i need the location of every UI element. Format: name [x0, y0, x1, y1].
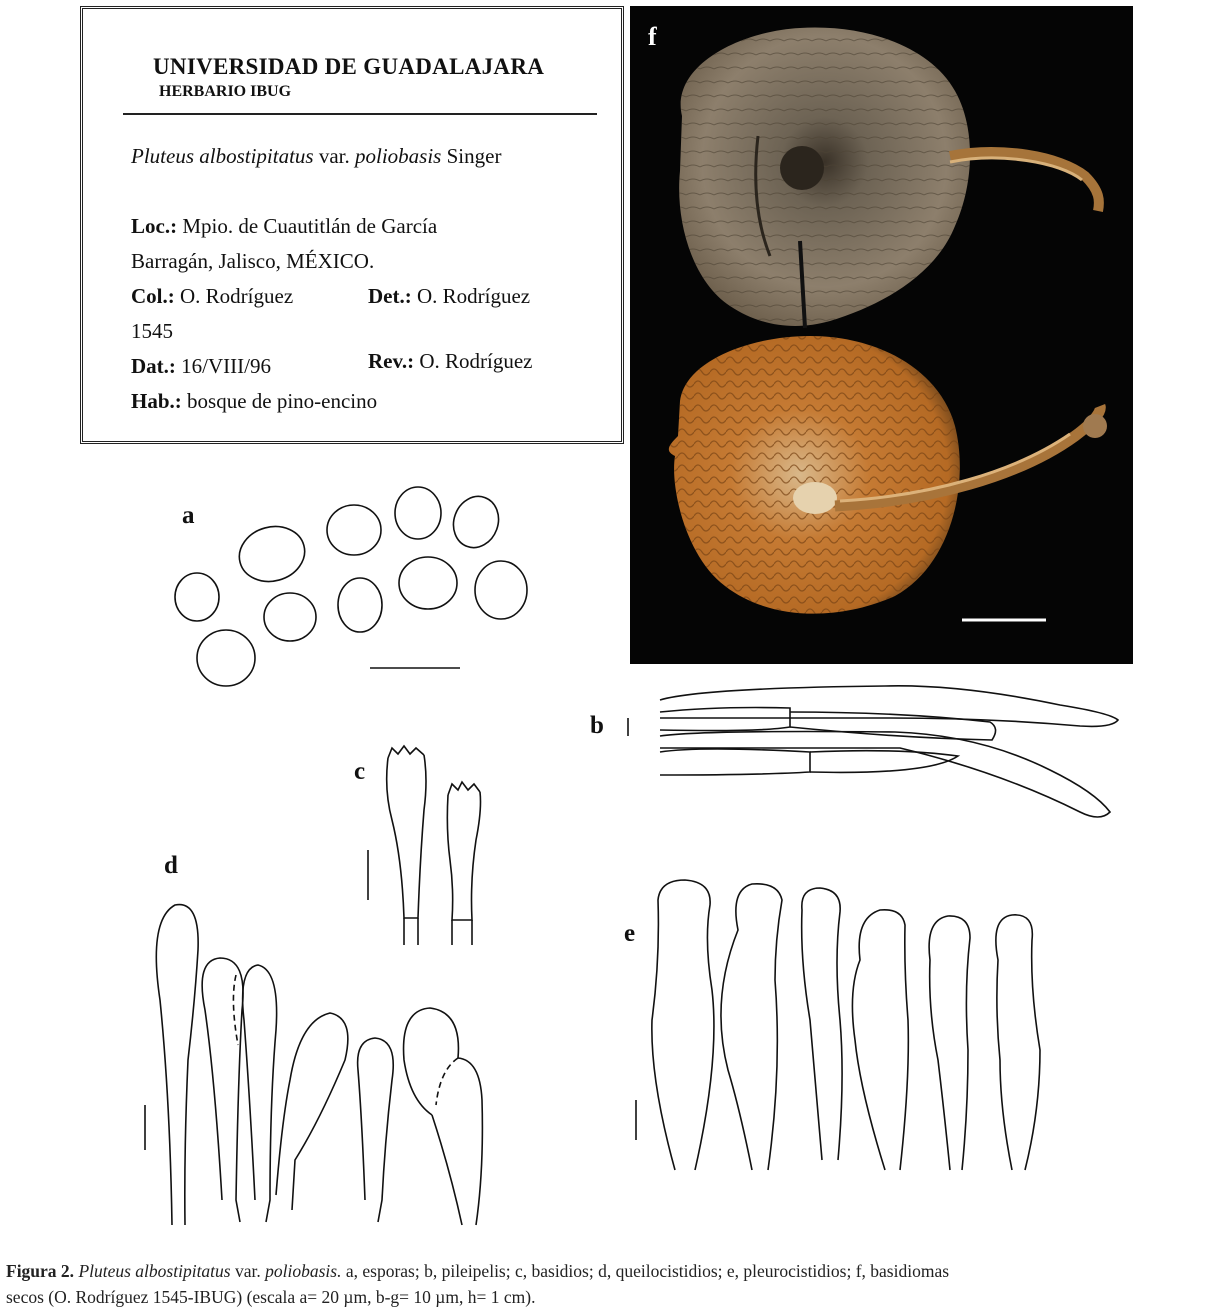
caption-fig-label: Figura 2. — [6, 1261, 75, 1281]
hab-value: bosque de pino-encino — [187, 389, 378, 413]
det-value: O. Rodríguez — [416, 284, 531, 308]
panel-label-f: f — [648, 22, 657, 51]
herbarium-name: HERBARIO IBUG — [159, 83, 292, 100]
collection-number: 1545 — [131, 319, 173, 343]
caption-line1 — [6, 1258, 1211, 1284]
caption-epithet: poliobasis. — [265, 1261, 342, 1281]
species-epithet: poliobasis — [355, 144, 442, 168]
basidia-drawing — [368, 746, 481, 945]
cheilocystidia-drawing — [145, 905, 482, 1225]
species-genus: Pluteus albostipitatus — [131, 144, 314, 168]
caption-genus: Pluteus albostipitatus — [78, 1261, 231, 1281]
spores-drawing — [175, 487, 527, 686]
rev-value: O. Rodríguez — [419, 349, 533, 373]
locality-line2: Barragán, Jalisco, MÉXICO. — [131, 249, 375, 273]
caption-line2: secos (O. Rodríguez 1545-IBUG) (escala a= 20 µm, b-g= 10 µm, h= 1 cm). — [6, 1287, 536, 1307]
panel-label-c: c — [354, 758, 366, 785]
col-value: O. Rodríguez — [180, 284, 294, 308]
panel-label-a: a — [182, 502, 195, 529]
rev-key: Rev.: — [368, 349, 415, 373]
dat-key: Dat.: — [131, 354, 176, 378]
loc-key: Loc.: — [131, 214, 178, 238]
figure-caption — [6, 1258, 1211, 1310]
university-name: UNIVERSIDAD DE GUADALAJARA — [153, 54, 545, 79]
pleurocystidia-drawing — [636, 880, 1040, 1170]
species-var: var. — [318, 144, 350, 168]
caption-var: var. — [234, 1261, 261, 1281]
species-author: Singer — [446, 144, 502, 168]
loc-value1: Mpio. de Cuautitlán de García — [182, 214, 438, 238]
panel-label-b: b — [590, 712, 604, 739]
dat-value: 16/VIII/96 — [181, 354, 271, 378]
col-key: Col.: — [131, 284, 175, 308]
panel-label-d: d — [164, 852, 178, 879]
caption-line1-rest: a, esporas; b, pileipelis; c, basidios; d, queilocistidios; e, pleurocistidios; f, basidiomas — [345, 1261, 950, 1281]
det-key: Det.: — [368, 284, 412, 308]
pileipellis-drawing — [628, 686, 1118, 817]
hab-key: Hab.: — [131, 389, 182, 413]
panel-label-e: e — [624, 920, 636, 947]
